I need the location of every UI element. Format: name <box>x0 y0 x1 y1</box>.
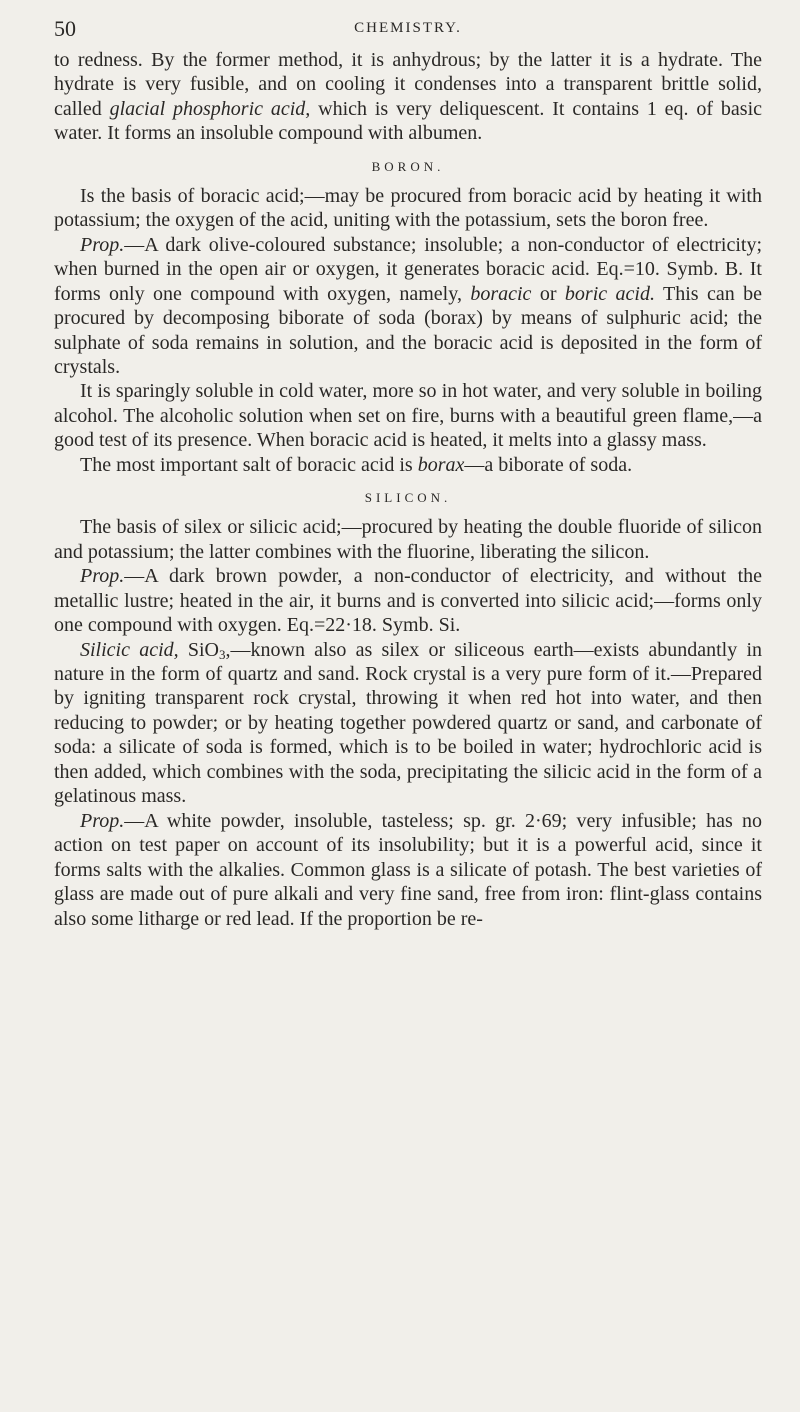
term-borax: borax <box>417 453 465 476</box>
paragraph-silicic-acid-properties: Prop.—A white powder, insoluble, tasteless; sp. gr. 2·69; very infusible; has no action on test paper on account of its insolubility; but it is a powerful acid, since it forms salts with the alkalies. Common glass is a silicate of potash. The best varieties of glass are made out of pure alkali and very fine sand, free from iron: flint-glass contains also some litharge or red lead. If the proportion be re- <box>54 809 762 930</box>
page-number: 50 <box>54 16 76 41</box>
paragraph-silicon-properties: Prop.—A dark brown powder, a non-conductor of electricity, and without the metallic lustre; heated in the air, it burns and is converted into silicic acid;—forms only one compound with oxygen. Eq.=22·18. Symb. Si. <box>54 565 762 637</box>
paragraph-phosphoric-continuation: to redness. By the former method, it is anhydrous; by the latter it is a hydrate. The hydrate is very fusible, and on cooling it condenses into a transparent brittle solid, called glacial phosphoric acid, which is very deliquescent. It contains 1 eq. of basic water. It forms an insoluble compound with albumen. <box>54 49 763 145</box>
prop-label: Prop. <box>80 233 125 256</box>
paragraph-boron-properties: Prop.—A dark olive-coloured substance; insoluble; a non-conductor of electricity; when burned in the open air or oxygen, it generates boracic acid. Eq.=10. Symb. B. It forms only one compound with oxygen, namely, boracic or boric acid. This can be procured by decomposing biborate of soda (borax) by means of sulphuric acid; the sulphate of soda remains in solution, and the boracic acid is deposited in the form of crystals. <box>54 233 762 378</box>
term-glacial-phosphoric-acid: glacial phosphoric acid, <box>109 97 311 120</box>
term-boric-acid: boric acid. <box>564 282 655 305</box>
paragraph-boron-solubility: It is sparingly soluble in cold water, more so in hot water, and very soluble in boiling alcohol. The alcoholic solution when set on fire, burns with a beautiful green flame,—a good test of its presence. When boracic acid is heated, it melts into a glassy mass. <box>54 380 762 452</box>
body-text <box>54 48 762 931</box>
section-heading-silicon: SILICON. <box>364 490 452 506</box>
prop-label: Prop. <box>80 809 125 832</box>
running-head: CHEMISTRY. <box>354 20 462 36</box>
paragraph-silicic-acid: Silicic acid, SiO$_3$,—known also as silex or siliceous earth—exists abundantly in nature in the form of quartz and sand. Rock crystal is a very pure form of it.—Prepared by igniting transparent rock crystal, throwing it when red hot into water, and then reducing to powder; or by heating together powdered quartz or sand, and carbonate of soda: a silicate of soda is formed, which is to be boiled in water; hydrochloric acid is then added, which combines with the soda, precipitating the silicic acid in the form of a gelatinous mass. <box>54 638 762 808</box>
prop-label: Prop. <box>80 565 125 588</box>
section-heading-boron: BORON. <box>371 158 445 174</box>
term-silicic-acid: Silicic acid, <box>80 638 179 661</box>
term-boracic: boracic <box>470 282 532 305</box>
paragraph-boron-intro: Is the basis of boracic acid;—may be procured from boracic acid by heating it with potassium; the oxygen of the acid, uniting with the potassium, sets the boron free. <box>54 184 762 232</box>
page-header <box>54 0 762 48</box>
paragraph-silicon-intro: The basis of silex or silicic acid;—procured by heating the double fluoride of silicon and potassium; the latter combines with the fluorine, liberating the silicon. <box>54 516 762 563</box>
paragraph-borax: The most important salt of boracic acid is borax—a biborate of soda. <box>80 453 633 476</box>
